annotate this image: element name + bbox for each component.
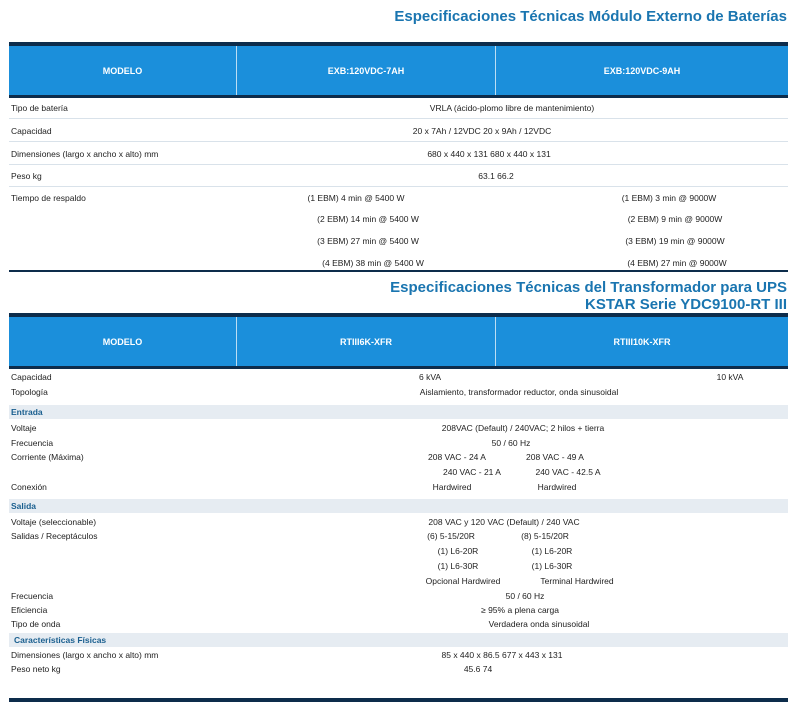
model-header-label: MODELO [102, 337, 143, 347]
input-connection-col2: Hardwired [537, 482, 577, 492]
net-weight-value: 45.6 74 [463, 664, 493, 674]
input-current-col1-2: 240 VAC - 21 A [443, 467, 501, 477]
outlets-col1-1: (6) 5-15/20R [427, 531, 475, 541]
section-output: Salida [9, 499, 788, 513]
input-connection-label: Conexión [11, 482, 47, 492]
capacity-label: Capacidad [11, 126, 52, 136]
dimensions-label: Dimensiones (largo x ancho x alto) mm [11, 149, 159, 159]
model-col1-header: RTIII6K-XFR [339, 337, 392, 347]
backup-col1-4: (4 EBM) 38 min @ 5400 W [322, 258, 424, 268]
backup-col1-3: (3 EBM) 27 min @ 5400 W [317, 236, 419, 246]
table-bottom-bar [9, 698, 788, 702]
table-bottom-bar [9, 270, 788, 272]
backup-col2-1: (1 EBM) 3 min @ 9000W [621, 193, 717, 203]
row-divider [9, 164, 788, 165]
waveform-value: Verdadera onda sinusoidal [488, 619, 590, 629]
capacity-value: 20 x 7Ah / 12VDC 20 x 9Ah / 12VDC [412, 126, 552, 136]
header-bottom-bar [9, 95, 788, 98]
input-connection-col1: Hardwired [432, 482, 472, 492]
model-header-label: MODELO [102, 66, 143, 76]
efficiency-value: ≥ 95% a plena carga [481, 605, 559, 615]
output-voltage-label: Voltaje (seleccionable) [11, 517, 97, 527]
outlets-col1-2: (1) L6-20R [437, 546, 479, 556]
outlets-col2-4: Terminal Hardwired [540, 576, 614, 586]
battery-type-label: Tipo de batería [11, 103, 68, 113]
waveform-label: Tipo de onda [11, 619, 61, 629]
header-bottom-bar [9, 366, 788, 369]
net-weight-label: Peso neto kg [11, 664, 61, 674]
battery-module-title: Especificaciones Técnicas Módulo Externo de Baterías [394, 8, 787, 25]
row-divider [9, 118, 788, 119]
output-frequency-label: Frecuencia [11, 591, 54, 601]
section-input: Entrada [9, 405, 788, 419]
backup-time-label: Tiempo de respaldo [11, 193, 86, 203]
capacity-label: Capacidad [11, 372, 52, 382]
input-voltage-label: Voltaje [11, 423, 37, 433]
battery-type-value: VRLA (ácido-plomo libre de mantenimiento) [429, 103, 595, 113]
dimensions-value: 680 x 440 x 131 680 x 440 x 131 [427, 149, 551, 159]
backup-col1-2: (2 EBM) 14 min @ 5400 W [317, 214, 419, 224]
topology-value: Aislamiento, transformador reductor, onda sinusoidal [419, 387, 619, 397]
physical-dimensions-value: 85 x 440 x 86.5 677 x 443 x 131 [441, 650, 563, 660]
model-col1-header: EXB:120VDC-7AH [327, 66, 405, 76]
weight-label: Peso kg [11, 171, 42, 181]
backup-col1-1: (1 EBM) 4 min @ 5400 W [307, 193, 405, 203]
battery-table-header [9, 46, 788, 96]
section-physical: Características Físicas [9, 633, 788, 647]
backup-col2-2: (2 EBM) 9 min @ 9000W [627, 214, 723, 224]
transformer-table-header [9, 317, 788, 367]
model-col2-header: RTIII10K-XFR [613, 337, 671, 347]
input-voltage-value: 208VAC (Default) / 240VAC; 2 hilos + tierra [441, 423, 605, 433]
input-frequency-value: 50 / 60 Hz [491, 438, 531, 448]
input-current-label: Corriente (Máxima) [11, 452, 84, 462]
row-divider [9, 141, 788, 142]
backup-col2-4: (4 EBM) 27 min @ 9000W [627, 258, 727, 268]
input-current-col2-2: 240 VAC - 42.5 A [535, 467, 601, 477]
outlets-col1-4: Opcional Hardwired [425, 576, 501, 586]
output-frequency-value: 50 / 60 Hz [505, 591, 545, 601]
outlets-col1-3: (1) L6-30R [437, 561, 479, 571]
output-voltage-value: 208 VAC y 120 VAC (Default) / 240 VAC [428, 517, 580, 527]
capacity-col1: 6 kVA [418, 372, 442, 382]
input-frequency-label: Frecuencia [11, 438, 54, 448]
efficiency-label: Eficiencia [11, 605, 48, 615]
transformer-title-line1: Especificaciones Técnicas del Transformador para UPS [390, 279, 787, 296]
capacity-col2: 10 kVA [716, 372, 744, 382]
model-col2-header: EXB:120VDC-9AH [603, 66, 681, 76]
input-current-col2-1: 208 VAC - 49 A [526, 452, 584, 462]
backup-col2-3: (3 EBM) 19 min @ 9000W [625, 236, 725, 246]
outlets-col2-1: (8) 5-15/20R [521, 531, 569, 541]
input-current-col1-1: 208 VAC - 24 A [428, 452, 486, 462]
transformer-title-line2: KSTAR Serie YDC9100-RT III [584, 296, 787, 313]
topology-label: Topología [11, 387, 48, 397]
outlets-label: Salidas / Receptáculos [11, 531, 98, 541]
physical-dimensions-label: Dimensiones (largo x ancho x alto) mm [11, 650, 159, 660]
outlets-col2-3: (1) L6-30R [531, 561, 573, 571]
row-divider [9, 186, 788, 187]
weight-value: 63.1 66.2 [478, 171, 514, 181]
outlets-col2-2: (1) L6-20R [531, 546, 573, 556]
